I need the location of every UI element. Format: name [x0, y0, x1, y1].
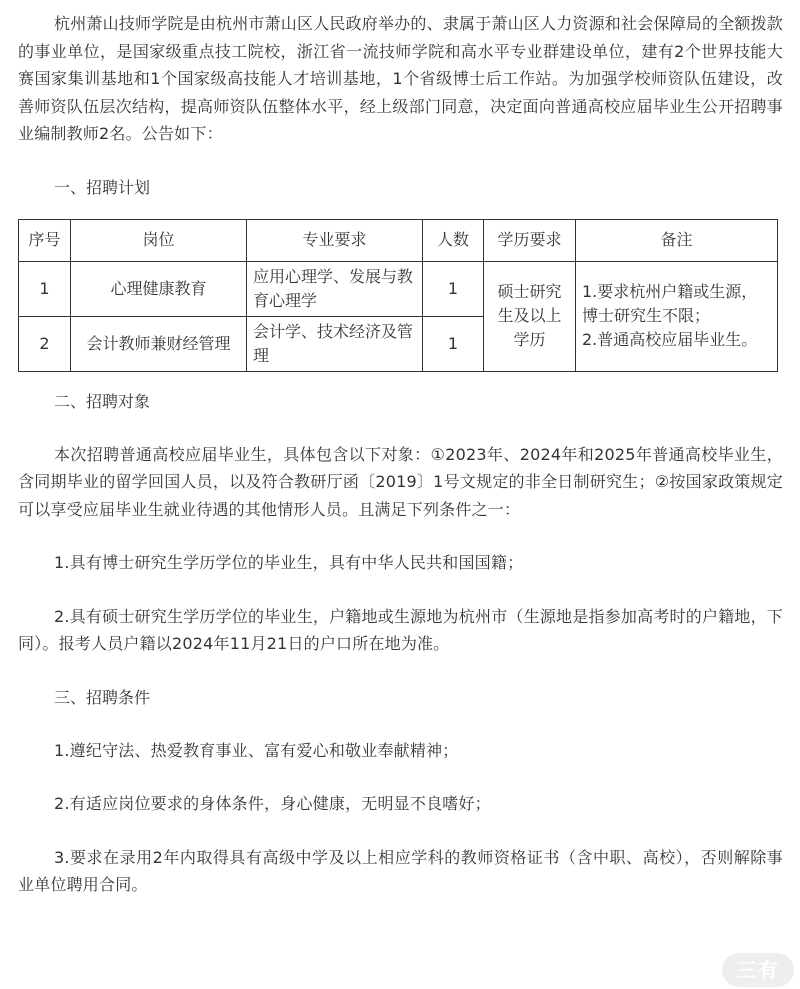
condition-item: 3.要求在录用2年内取得具有高级中学及以上相应学科的教师资格证书（含中职、高校），否则解除事业单位聘用合同。 [18, 847, 783, 894]
row-number: 1 [19, 261, 71, 316]
condition-item: 1.遵纪守法、热爱教育事业、富有爱心和敬业奉献精神； [54, 740, 459, 760]
major-requirement: 应用心理学、发展与教育心理学 [247, 261, 423, 316]
post-name: 心理健康教育 [71, 261, 247, 316]
table-header-row [19, 219, 778, 261]
intro-paragraph: 杭州萧山技师学院是由杭州市萧山区人民政府举办的、隶属于萧山区人力资源和社会保障局的全额拨款的事业单位，是国家级重点技工院校，浙江省一流技师学院和高水平专业群建设单位，建有2个世界技能大赛国家集训基地和1个国家级高技能人才培训基地，1个省级博士后工作站。为加强学校师资队伍建设，改善师资队伍层次结构，提高师资队伍整体水平，经上级部门同意，决定面向普通高校应届毕业生公开招聘事业编制教师2名。公告如下： [18, 14, 784, 143]
table-header-cell: 岗位 [71, 219, 247, 261]
section-heading-conditions: 三、招聘条件 [54, 687, 151, 707]
watermark-logo: 三有 [722, 953, 794, 987]
table-header-cell: 序号 [19, 219, 71, 261]
document-body [18, 10, 783, 899]
major-requirement: 会计学、技术经济及管理 [247, 316, 423, 371]
headcount: 1 [423, 316, 484, 371]
target-item: 1.具有博士研究生学历学位的毕业生，具有中华人民共和国国籍； [54, 553, 524, 572]
post-name: 会计教师兼财经管理 [71, 316, 247, 371]
target-item: 2.具有硕士研究生学历学位的毕业生，户籍地或生源地为杭州市（生源地是指参加高考时的户籍地，下同）。报考人员户籍以2024年11月21日的户口所在地为准。 [18, 606, 783, 653]
row-number: 2 [19, 316, 71, 371]
recruitment-plan-table [18, 219, 778, 372]
headcount: 1 [423, 261, 484, 316]
table-header-cell: 学历要求 [484, 219, 576, 261]
remarks-cell [576, 261, 778, 371]
table-header-cell: 备注 [576, 219, 778, 261]
table-header-cell: 人数 [423, 219, 484, 261]
remark-line: 1.要求杭州户籍或生源，博士研究生不限； [582, 282, 758, 325]
section-heading-target: 二、招聘对象 [54, 391, 151, 411]
remark-line: 2.普通高校应届毕业生。 [582, 330, 758, 349]
table-header-cell: 专业要求 [247, 219, 423, 261]
education-requirement: 硕士研究生及以上学历 [484, 261, 576, 371]
target-paragraph: 本次招聘普通高校应届毕业生，具体包含以下对象：①2023年、2024年和2025年普通高校毕业生，含同期毕业的留学回国人员，以及符合教研厅函〔2019〕1号文规定的非全日制研究生；②按国家政策规定可以享受应届毕业生就业待遇的其他情形人员。且满足下列条件之一： [18, 444, 783, 519]
section-heading-plan: 一、招聘计划 [54, 177, 151, 197]
condition-item: 2.有适应岗位要求的身体条件，身心健康，无明显不良嗜好； [54, 794, 491, 813]
table-row [19, 261, 778, 316]
